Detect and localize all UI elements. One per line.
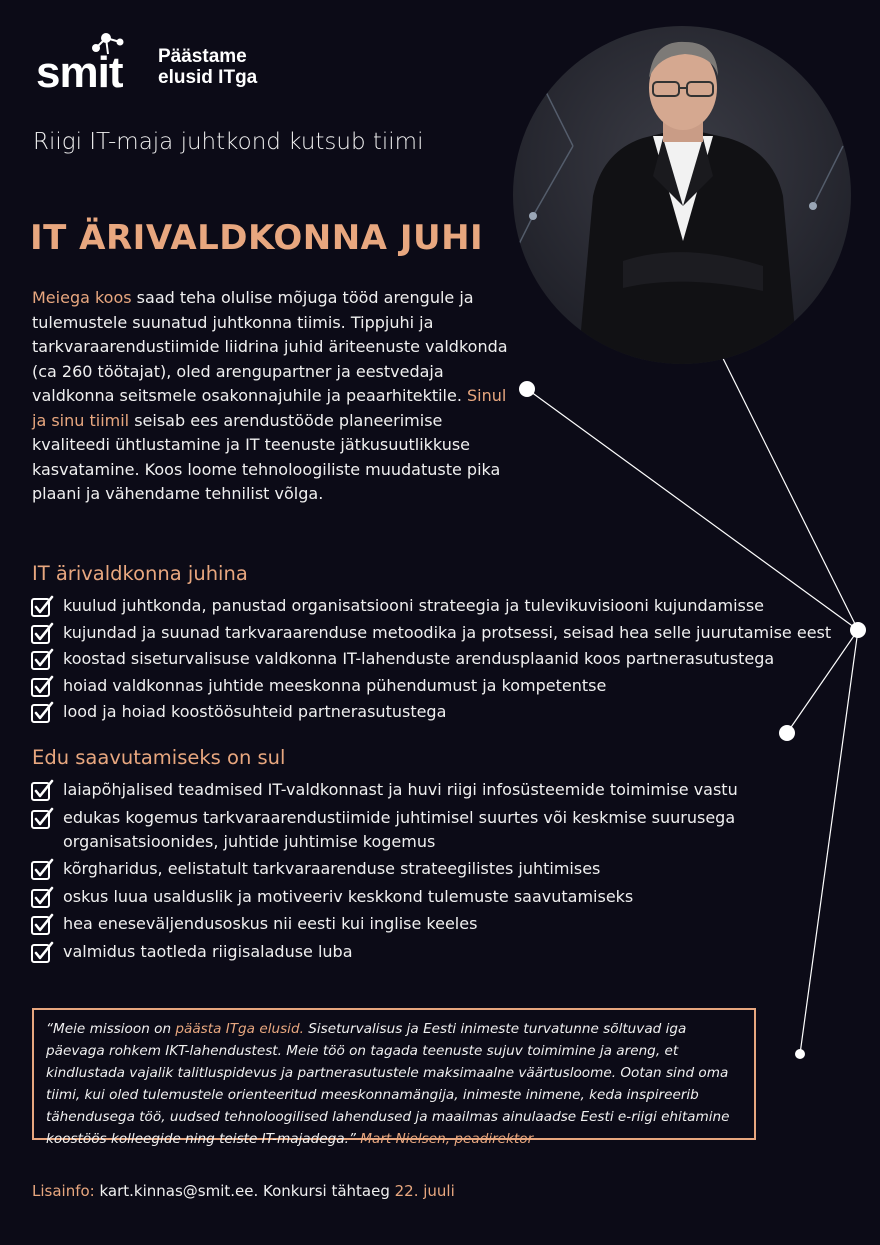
portrait-illustration [513,26,851,364]
list-item: hoiad valdkonnas juhtide meeskonna pühendumust ja kompetentse [30,674,860,698]
logo-tagline: Päästame elusid ITga [158,46,258,88]
checkbox-checked-icon [30,621,54,645]
network-node [779,725,795,741]
checkbox-checked-icon [30,885,54,909]
logo-wordmark: smit [36,48,123,97]
quote-author: Mart Nielsen, peadirektor [360,1131,534,1147]
checkbox-checked-icon [30,806,54,830]
job-description [32,286,522,507]
checkbox-checked-icon [30,912,54,936]
footer-deadline: 22. juuli [394,1182,455,1200]
description-part1: saad teha olulise mõjuga tööd arengule ja tulemustele suunatud juhtkonna tiimis. Tippjuhi ja tarkvaraarendustiimide liidrina juhid äriteenuste valdkonda (ca 260 töötajat), oled arengupartner ja eestvedaja valdkonna seitsmele osakonnajuhile ja peaarhitektile. [32,288,508,405]
footer-label: Lisainfo: [32,1182,95,1200]
list-item: lood ja hoiad koostöösuhteid partnerasutustega [30,700,860,724]
success-section-heading: Edu saavutamiseks on sul [32,746,286,769]
ceo-quote-box [32,1008,756,1147]
role-list [30,594,860,727]
checkbox-checked-icon [30,940,54,964]
list-item: hea eneseväljendusoskus nii eesti kui inglise keeles [30,912,860,936]
checkbox-checked-icon [30,778,54,802]
smit-logo [36,28,276,98]
checkbox-checked-icon [30,594,54,618]
description-lead-accent: Meiega koos [32,288,132,307]
job-title: IT ÄRIVALDKONNA JUHI [30,218,484,258]
list-item: kujundad ja suunad tarkvaraarenduse metoodika ja protsessi, seisad hea selle juurutamise eest [30,621,860,645]
quote-mission-accent: päästa ITga elusid. [175,1021,304,1037]
intro-text: Riigi IT-maja juhtkond kutsub tiimi [33,129,424,155]
checkbox-checked-icon [30,674,54,698]
portrait-photo [513,26,851,364]
footer-contact[interactable]: kart.kinnas@smit.ee. Konkursi tähtaeg [94,1182,395,1200]
checkbox-checked-icon [30,700,54,724]
list-item: kõrgharidus, eelistatult tarkvaraarenduse strateegilistes juhtimises [30,857,860,881]
description-part2: seisab ees arendustööde planeerimise kvaliteedi ühtlustamine ja IT teenuste jätkusuutlikkuse kasvatamine. Koos loome tehnoloogiliste muudatuste pika plaani ja vähendame tehnilist võlga. [32,410,501,503]
list-item: kuulud juhtkonda, panustad organisatsiooni strateegia ja tulevikuvisiooni kujundamisse [30,594,860,618]
ceo-quote: “Meie missioon on päästa ITga elusid. Siseturvalisus ja Eesti inimeste turvatunne sõltuvad iga päevaga rohkem IKT-lahendustest. Meie töö on tagada teenuste sujuv toimimine ja areng, et kindlustada vajalik talitluspidevus ja partnerasutustele maksimaalne väärtusloome. Ootan sind oma tiimi, kui oled tulemustele orienteeritud meeskonnamängija, inimeste inimene, keda inspireerib tähendusega töö, uudsed tehnoloogilised lahendused ja maailmas ainulaadse Eesti e-riigi ehitamine koostöös kolleegide ning teiste IT-majadega.” Mart Nielsen, peadirektor [46,1021,730,1147]
success-list [30,778,860,967]
list-item: edukas kogemus tarkvaraarendustiimide juhtimisel suurtes või keskmise suurusega organisatsioonides, juhtide juhtimise kogemus [30,806,860,854]
description-mid-accent: Sinul ja sinu tiimil [32,386,507,430]
network-node [795,1049,805,1059]
list-item: oskus luua usalduslik ja motiveeriv keskkond tulemuste saavutamiseks [30,885,860,909]
checkbox-checked-icon [30,647,54,671]
list-item: koostad siseturvalisuse valdkonna IT-lahenduste arendusplaanid koos partnerasutustega [30,647,860,671]
role-section-heading: IT ärivaldkonna juhina [32,562,248,585]
checkbox-checked-icon [30,857,54,881]
list-item: laiapõhjalised teadmised IT-valdkonnast ja huvi riigi infosüsteemide toimimise vastu [30,778,860,802]
contact-footer [32,1182,455,1200]
list-item: valmidus taotleda riigisaladuse luba [30,940,860,964]
